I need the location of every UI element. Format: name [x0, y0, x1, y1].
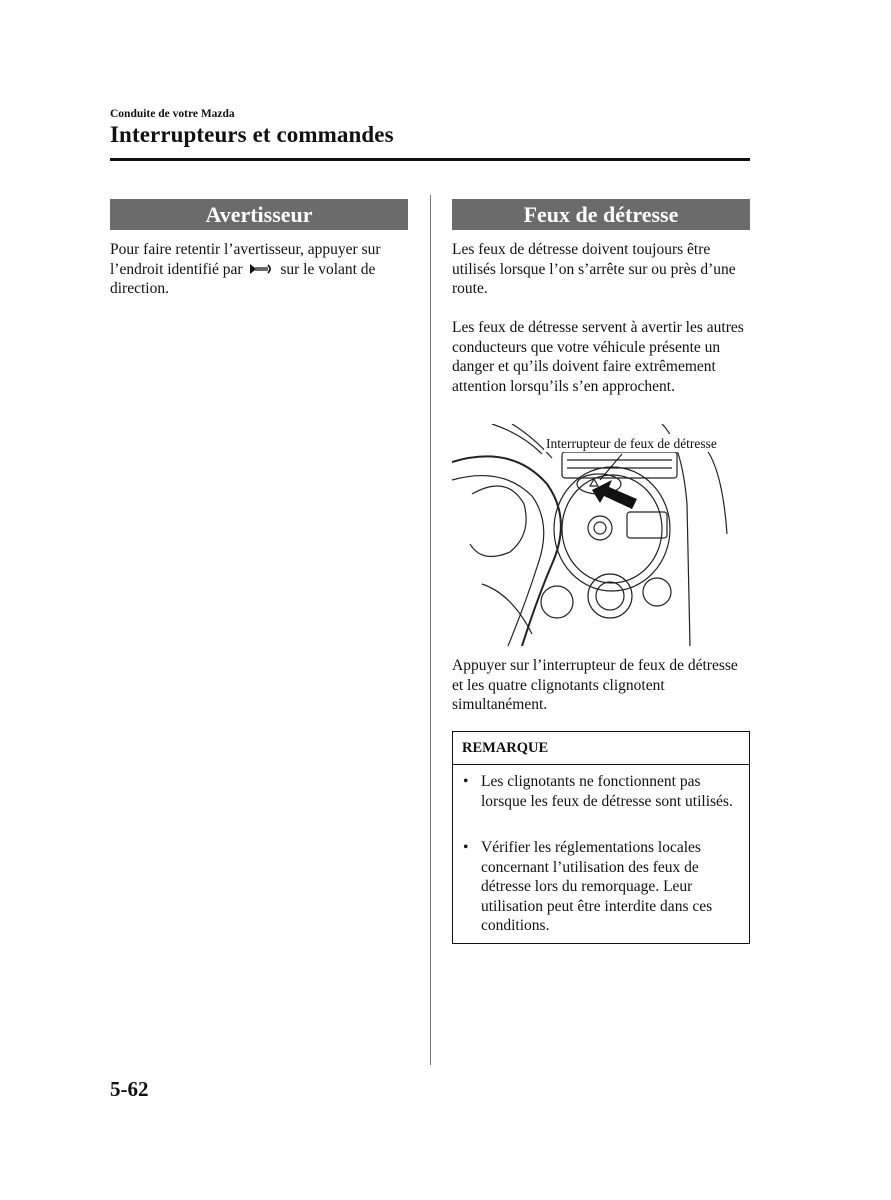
horn-icon	[248, 262, 274, 276]
section-heading-avertisseur: Avertisseur	[110, 199, 408, 230]
feux-paragraph-2: Les feux de détresse servent à avertir les autres conducteurs que votre véhicule présente un danger et qu’ils doivent faire extrêmement attention lorsqu’ils s’en approchent.	[452, 319, 744, 395]
note-item-text: Vérifier les réglementations locales concernant l’utilisation des feux de détresse lors du remorquage. Leur utilisation peut être interdite dans ces conditions.	[481, 839, 713, 934]
note-item	[463, 838, 745, 936]
bullet: •	[463, 839, 469, 856]
avertisseur-paragraph	[110, 240, 410, 299]
section-heading-feux-de-detresse: Feux de détresse	[452, 199, 750, 230]
column-divider	[430, 195, 431, 1065]
feux-paragraph-1: Les feux de détresse doivent toujours être utilisés lorsque l’on s’arrête sur ou près d’une route.	[452, 241, 736, 297]
avertisseur-text-after: sur le volant de direction.	[110, 260, 376, 297]
page-number: 5-62	[110, 1077, 149, 1101]
page-title: Interrupteurs et commandes	[110, 122, 394, 147]
note-item-text: Les clignotants ne fonctionnent pas lorsque les feux de détresse sont utilisés.	[481, 773, 733, 810]
note-item	[463, 772, 745, 811]
avertisseur-text-before: Pour faire retentir l’avertisseur, appuyer sur l’endroit identifié par	[110, 241, 381, 278]
figure-label: Interrupteur de feux de détresse	[546, 436, 717, 451]
chapter-subtitle: Conduite de votre Mazda	[110, 108, 235, 120]
note-header-rule	[453, 764, 749, 765]
note-box	[452, 731, 750, 944]
bullet: •	[463, 773, 469, 790]
hazard-switch-illustration	[452, 424, 750, 646]
feux-paragraph-3: Appuyer sur l’interrupteur de feux de détresse et les quatre clignotants clignotent simultanément.	[452, 657, 738, 713]
note-title: REMARQUE	[462, 740, 549, 756]
header-rule	[110, 158, 750, 161]
